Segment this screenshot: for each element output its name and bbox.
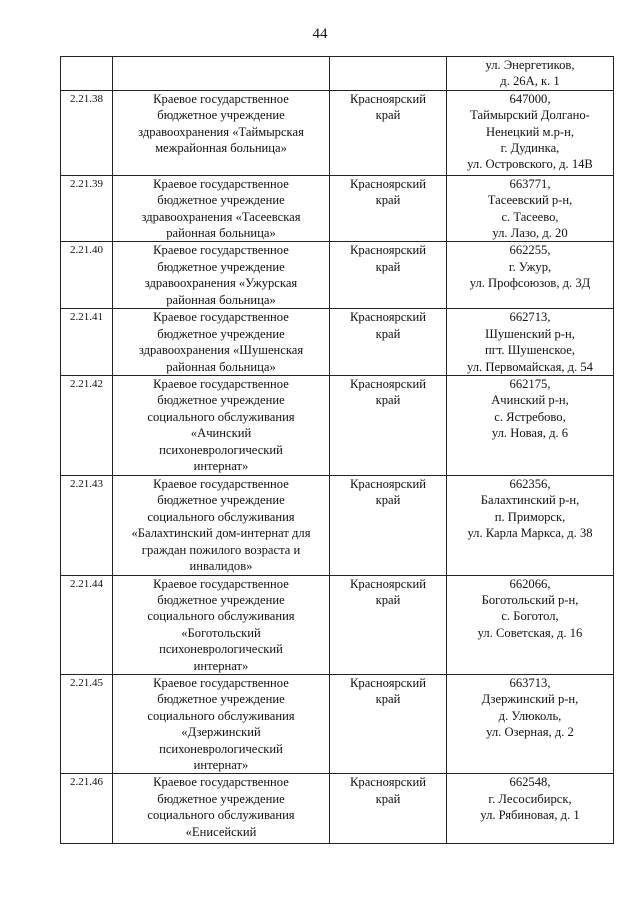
address-cell xyxy=(447,309,614,376)
institution-name-line: социального обслуживания xyxy=(147,409,295,424)
address-cell xyxy=(447,476,614,575)
address-line: ул. Карла Маркса, д. 38 xyxy=(467,526,593,541)
region-line: край xyxy=(375,692,401,707)
address-line: 647000, xyxy=(509,91,551,106)
address-line: г. Лесосибирск, xyxy=(488,791,572,806)
institution-name-cell xyxy=(113,90,330,175)
institution-name-line: психоневрологический xyxy=(159,442,283,457)
institution-name-line: социального обслуживания xyxy=(147,509,295,524)
table-row xyxy=(61,575,614,674)
table-row xyxy=(61,476,614,575)
institution-name-line: граждан пожилого возраста и xyxy=(141,542,301,557)
address-cell xyxy=(447,376,614,476)
item-number-cell: 2.21.42 xyxy=(61,376,113,476)
region-line: край xyxy=(375,259,401,274)
institution-name-line: социального обслуживания xyxy=(147,808,295,823)
institution-name-cell xyxy=(113,575,330,674)
address-cell xyxy=(447,575,614,674)
region-line: край xyxy=(375,326,401,341)
institution-name-line: Краевое государственное xyxy=(153,243,289,258)
institution-name-cell xyxy=(113,376,330,476)
item-number-cell: 2.21.46 xyxy=(61,774,113,844)
institution-name-line: межрайонная больница» xyxy=(155,141,287,156)
address-line: ул. Профсоюзов, д. 3Д xyxy=(469,276,591,291)
institution-name-cell xyxy=(113,242,330,309)
address-cell xyxy=(447,175,614,242)
item-number-cell: 2.21.39 xyxy=(61,175,113,242)
institution-name-line: районная больница» xyxy=(166,292,276,307)
region-cell xyxy=(330,476,447,575)
item-number-cell: 2.21.44 xyxy=(61,575,113,674)
institution-name-line: интернат» xyxy=(193,658,249,673)
institution-name-line: Краевое государственное xyxy=(153,477,289,492)
institution-name-line: психоневрологический xyxy=(159,741,283,756)
table-row xyxy=(61,90,614,175)
region-line: край xyxy=(375,393,401,408)
institution-name-line: бюджетное учреждение xyxy=(157,791,285,806)
address-line: Шушенский р-н, xyxy=(485,326,575,341)
region-cell xyxy=(330,175,447,242)
region-line: край xyxy=(375,108,401,123)
region-line: Красноярский xyxy=(350,775,426,790)
region-line: край xyxy=(375,592,401,607)
address-line: ул. Энергетиков, xyxy=(485,58,575,72)
address-line: Балахтинский р-н, xyxy=(480,493,580,508)
institution-name-line: Краевое государственное xyxy=(153,91,289,106)
table-body xyxy=(61,57,614,844)
address-line: 663713, xyxy=(509,675,551,690)
institution-name-line: Краевое государственное xyxy=(153,176,289,191)
institution-name-line: здравоохранения «Шушенская xyxy=(138,343,304,358)
institution-name-line: «Ачинский xyxy=(190,426,252,441)
institution-name-line: психоневрологический xyxy=(159,642,283,657)
institution-name-cell xyxy=(113,175,330,242)
address-cell xyxy=(447,674,614,773)
region-line: Красноярский xyxy=(350,477,426,492)
institution-name-line: районная больница» xyxy=(166,226,276,241)
address-cell xyxy=(447,57,614,91)
address-line: ул. Лазо, д. 20 xyxy=(492,226,568,241)
region-line: Красноярский xyxy=(350,176,426,191)
institution-name-line: бюджетное учреждение xyxy=(157,692,285,707)
address-line: ул. Новая, д. 6 xyxy=(491,426,569,441)
institution-name-cell xyxy=(113,309,330,376)
region-line: Красноярский xyxy=(350,675,426,690)
address-line: 662175, xyxy=(509,377,551,392)
address-cell xyxy=(447,242,614,309)
institution-name-line: Краевое государственное xyxy=(153,310,289,325)
table-row xyxy=(61,175,614,242)
address-line: с. Тасеево, xyxy=(501,209,559,224)
address-line: ул. Островского, д. 14В xyxy=(467,157,593,172)
item-number-cell: 2.21.45 xyxy=(61,674,113,773)
region-cell xyxy=(330,90,447,175)
address-line: п. Приморск, xyxy=(494,509,566,524)
address-cell xyxy=(447,774,614,844)
institution-name-line: здравоохранения «Таймырская xyxy=(138,124,304,139)
institution-name-line: бюджетное учреждение xyxy=(157,259,285,274)
institution-name-line: Краевое государственное xyxy=(153,377,289,392)
table-row xyxy=(61,57,614,91)
address-cell xyxy=(447,90,614,175)
table-row xyxy=(61,242,614,309)
address-line: 662066, xyxy=(509,576,551,591)
institution-name-line: «Балахтинский дом-интернат для xyxy=(131,526,311,541)
institution-name-line: интернат» xyxy=(193,459,249,474)
address-line: пгт. Шушенское, xyxy=(484,343,576,358)
institution-name-line: Краевое государственное xyxy=(153,576,289,591)
address-line: д. Улюколь, xyxy=(498,708,562,723)
region-cell xyxy=(330,242,447,309)
address-line: Ненецкий м.р-н, xyxy=(486,124,574,139)
item-number-cell: 2.21.43 xyxy=(61,476,113,575)
address-line: Тасеевский р-н, xyxy=(487,193,573,208)
region-cell xyxy=(330,309,447,376)
region-cell xyxy=(330,57,447,91)
address-line: Боготольский р-н, xyxy=(481,592,579,607)
address-line: 662356, xyxy=(509,477,551,492)
item-number-cell: 2.21.41 xyxy=(61,309,113,376)
address-line: ул. Первомайская, д. 54 xyxy=(467,359,593,374)
address-line: ул. Рябиновая, д. 1 xyxy=(480,808,580,823)
table-row xyxy=(61,309,614,376)
institution-name-line: Краевое государственное xyxy=(153,675,289,690)
institution-name-line: здравоохранения «Ужурская xyxy=(144,276,298,291)
institution-name-line: здравоохранения «Тасеевская xyxy=(141,209,301,224)
item-number-cell xyxy=(61,57,113,91)
institution-name-line: бюджетное учреждение xyxy=(157,108,285,123)
institution-name-line: «Боготольский xyxy=(181,625,261,640)
region-line: Красноярский xyxy=(350,576,426,591)
page-number: 44 xyxy=(312,26,328,42)
address-line: д. 26А, к. 1 xyxy=(500,74,560,89)
institution-name-line: интернат» xyxy=(193,757,249,772)
institution-name-line: «Дзержинский xyxy=(181,725,261,740)
institution-name-cell xyxy=(113,57,330,91)
institution-name-line: бюджетное учреждение xyxy=(157,592,285,607)
address-line: Таймырский Долгано- xyxy=(470,108,590,123)
address-line: ул. Озерная, д. 2 xyxy=(486,725,574,740)
address-line: 662713, xyxy=(509,310,551,325)
institution-name-line: бюджетное учреждение xyxy=(157,493,285,508)
institution-name-line: бюджетное учреждение xyxy=(157,393,285,408)
region-line: Красноярский xyxy=(350,91,426,106)
institution-name-line: бюджетное учреждение xyxy=(157,326,285,341)
institutions-table xyxy=(60,56,614,844)
address-line: 662548, xyxy=(509,775,551,790)
address-line: с. Боготол, xyxy=(501,609,559,624)
region-line: край xyxy=(375,493,401,508)
table-row xyxy=(61,674,614,773)
region-cell xyxy=(330,575,447,674)
region-line: Красноярский xyxy=(350,377,426,392)
institution-name-cell xyxy=(113,476,330,575)
item-number-cell: 2.21.40 xyxy=(61,242,113,309)
institution-name-line: «Енисейский xyxy=(185,824,257,839)
region-line: Красноярский xyxy=(350,310,426,325)
address-line: с. Ястребово, xyxy=(494,409,566,424)
institution-name-line: социального обслуживания xyxy=(147,708,295,723)
address-line: г. Дудинка, xyxy=(500,141,560,156)
address-line: ул. Советская, д. 16 xyxy=(477,625,583,640)
address-line: Дзержинский р-н, xyxy=(481,692,579,707)
table-row xyxy=(61,774,614,844)
region-cell xyxy=(330,774,447,844)
region-cell xyxy=(330,376,447,476)
institution-name-line: инвалидов» xyxy=(189,559,253,574)
institution-name-cell xyxy=(113,774,330,844)
region-line: край xyxy=(375,791,401,806)
institution-name-line: бюджетное учреждение xyxy=(157,193,285,208)
address-line: 662255, xyxy=(509,243,551,258)
table-row xyxy=(61,376,614,476)
address-line: 663771, xyxy=(509,176,551,191)
address-line: Ачинский р-н, xyxy=(491,393,569,408)
item-number-cell: 2.21.38 xyxy=(61,90,113,175)
institution-name-line: районная больница» xyxy=(166,359,276,374)
institution-name-cell xyxy=(113,674,330,773)
region-line: край xyxy=(375,193,401,208)
region-cell xyxy=(330,674,447,773)
address-line: г. Ужур, xyxy=(508,259,552,274)
institution-name-line: социального обслуживания xyxy=(147,609,295,624)
region-line: Красноярский xyxy=(350,243,426,258)
institution-name-line: Краевое государственное xyxy=(153,775,289,790)
